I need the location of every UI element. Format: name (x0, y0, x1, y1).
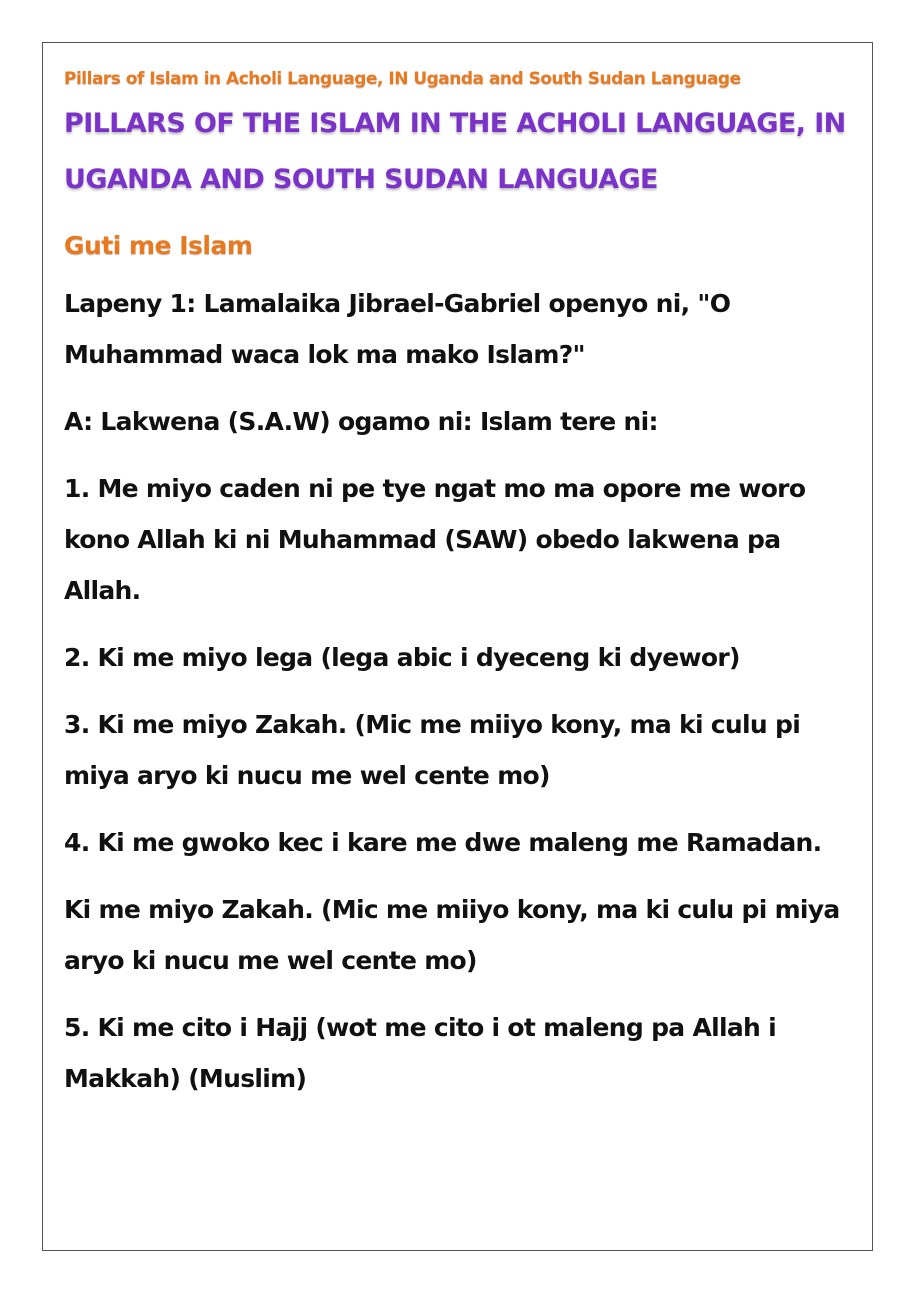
section-heading: Guti me Islam (64, 231, 253, 260)
running-head: Pillars of Islam in Acholi Language, IN Uganda and South Sudan Language (64, 69, 741, 89)
pillar-2-paragraph: 2. Ki me miyo lega (lega abic i dyeceng ki dyewor) (64, 643, 740, 672)
pillar-5-paragraph: 5. Ki me cito i Hajj (wot me cito i ot maleng pa Allah i Makkah) (Muslim) (64, 1013, 776, 1093)
pillar-3-paragraph: 3. Ki me miyo Zakah. (Mic me miiyo kony, ma ki culu pi miya aryo ki nucu me wel cente mo) (64, 710, 801, 790)
page-title: PILLARS OF THE ISLAM IN THE ACHOLI LANGUAGE, IN UGANDA AND SOUTH SUDAN LANGUAGE (64, 108, 846, 195)
zakah-repeat-paragraph: Ki me miyo Zakah. (Mic me miiyo kony, ma ki culu pi miya aryo ki nucu me wel cente mo) (64, 895, 840, 975)
pillar-4-paragraph: 4. Ki me gwoko kec i kare me dwe maleng me Ramadan. (64, 828, 822, 857)
question-paragraph: Lapeny 1: Lamalaika Jibrael-Gabriel openyo ni, "O Muhammad waca lok ma mako Islam?" (64, 289, 731, 369)
answer-paragraph: A: Lakwena (S.A.W) ogamo ni: Islam tere ni: (64, 407, 658, 436)
pillar-1-paragraph: 1. Me miyo caden ni pe tye ngat mo ma opore me woro kono Allah ki ni Muhammad (SAW) obedo lakwena pa Allah. (64, 474, 806, 605)
document-body (64, 62, 859, 1120)
